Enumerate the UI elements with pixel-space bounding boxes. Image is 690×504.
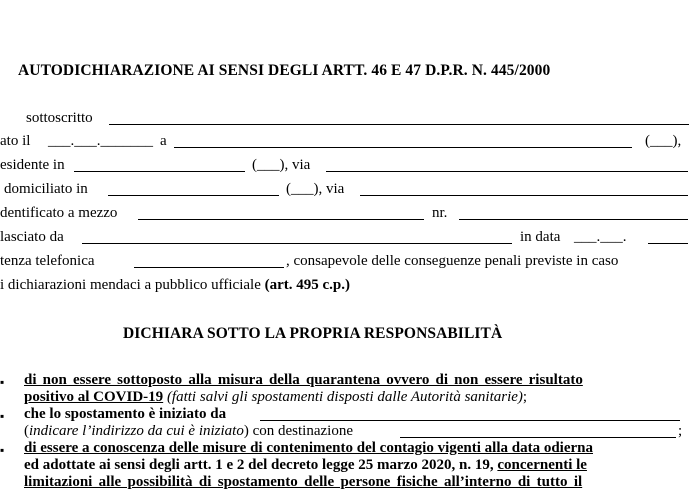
input-line-document-number[interactable]	[459, 219, 688, 220]
input-line-phone[interactable]	[134, 267, 284, 268]
prov-birth-field[interactable]: (___),	[645, 133, 682, 149]
statement-awareness-line2: ed adottate ai sensi degli artt. 1 e 2 del decreto legge 25 marzo 2020, n. 19, concernenti le	[24, 457, 587, 473]
label-domiciliato: domiciliato in	[4, 181, 88, 197]
label-residente: esidente in	[0, 157, 65, 173]
input-line-document-type[interactable]	[138, 219, 424, 220]
input-line-origin[interactable]	[260, 420, 680, 421]
input-line-residence-street[interactable]	[326, 171, 688, 172]
date-of-birth-field[interactable]: ___.___._______	[48, 133, 153, 149]
input-line-domicile-city[interactable]	[108, 195, 279, 196]
statement-destination-label: (indicare l’indirizzo da cui è iniziato) con destinazione	[24, 423, 353, 439]
label-nr: nr.	[432, 205, 448, 221]
input-line-name[interactable]	[109, 124, 689, 125]
label-utenza: tenza telefonica	[0, 253, 95, 269]
statement-quarantine-line2: positivo al COVID-19 (fatti salvi gli spostamenti disposti dalle Autorità sanitarie);	[24, 389, 528, 405]
prov-residence-field[interactable]: (___), via	[252, 157, 311, 173]
text-dichiarazioni-mendaci: i dichiarazioni mendaci a pubblico ufficiale (art. 495 c.p.)	[0, 277, 351, 293]
statement-origin-label: che lo spostamento è iniziato da	[24, 406, 227, 422]
label-identificato: dentificato a mezzo	[0, 205, 118, 221]
document-title: AUTODICHIARAZIONE AI SENSI DEGLI ARTT. 46 E 47 D.P.R. N. 445/2000	[18, 62, 551, 79]
section-heading: DICHIARA SOTTO LA PROPRIA RESPONSABILITÀ	[123, 325, 503, 342]
semicolon: ;	[678, 423, 683, 439]
label-rilasciato: lasciato da	[0, 229, 64, 245]
prov-domicile-field[interactable]: (___), via	[286, 181, 345, 197]
input-line-issue-year[interactable]	[648, 243, 688, 244]
label-sottoscritto: sottoscritto	[26, 110, 93, 126]
input-line-issued-by[interactable]	[82, 243, 512, 244]
bullet-icon: ▪	[0, 409, 5, 423]
label-in-data: in data	[520, 229, 561, 245]
statement-awareness-line3: limitazioni alle possibilità di spostamento delle persone fisiche all’interno di tutto il	[24, 474, 583, 490]
text-consapevole: , consapevole delle conseguenze penali previste in caso	[286, 253, 619, 269]
statement-quarantine-line1: di non essere sottoposto alla misura della quarantena ovvero di non essere risultato	[24, 372, 583, 388]
bullet-icon: ▪	[0, 375, 5, 389]
label-nato-il: ato il	[0, 133, 31, 149]
statement-awareness-line1: di essere a conoscenza delle misure di contenimento del contagio vigenti alla data odierna	[24, 440, 593, 456]
bullet-icon: ▪	[0, 443, 5, 457]
input-line-residence-city[interactable]	[74, 171, 245, 172]
input-line-domicile-street[interactable]	[360, 195, 688, 196]
issue-date-field[interactable]: ___.___.	[574, 229, 627, 245]
input-line-destination[interactable]	[400, 437, 676, 438]
label-a: a	[160, 133, 167, 149]
input-line-birthplace[interactable]	[174, 147, 632, 148]
